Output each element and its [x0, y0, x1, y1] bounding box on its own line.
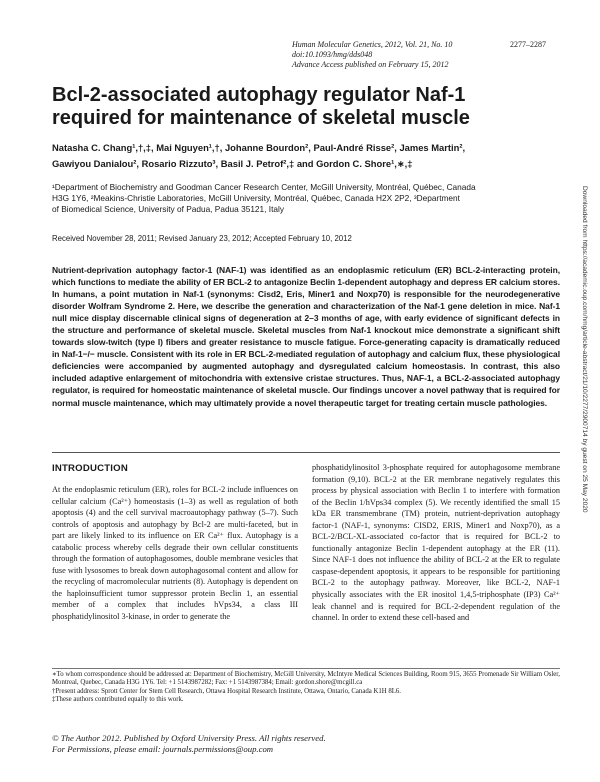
affiliation-line: of Biomedical Science, University of Padua, Padua 35121, Italy [52, 204, 284, 214]
footnote-divider [52, 668, 560, 669]
intro-column-left: At the endoplasmic reticulum (ER), roles for BCL-2 include influences on cellular calcium (Ca²⁺) homeostasis (1–3) as well as regulation of both apoptosis (4) and the cell survival macroautophagy pathway (5–7). Such controls of apoptosis and autophagy by Bcl-2 are multi-faceted, but in part are likely linked to its influence on ER Ca²⁺ flux. Autophagy is a catabolic process whereby cells degrade their own cellular constituents through the formation of autophagosomes, double membrane vesicles that fuse with lysosomes to break down autophagosomal content and allow for the recycling of macromolecular nutrients (8). Autophagy is dependent on the haploinsufficient tumor suppressor protein Beclin 1, an essential member of a complex that includes hVps34, a class III phosphatidylinositol 3-kinase, in order to generate the [52, 485, 298, 622]
download-watermark-text: Downloaded from https://academic.oup.com/hmg/article-abstract/21/10/2277/2900714 by guest on 25 May 2020 [581, 186, 588, 513]
author-line: Natasha C. Chang¹,†,‡, Mai Nguyen¹,†, Johanne Bourdon², Paul-André Risse², James Martin², [52, 142, 466, 153]
permissions-line: For Permissions, please email: journals.permissions@oup.com [52, 744, 274, 754]
present-address-footnote: †Present address: Sprott Center for Stem Cell Research, Ottawa Hospital Research Institute, Ottawa, Ontario, Canada K1H 8L6. [52, 687, 402, 695]
copyright-line: © The Author 2012. Published by Oxford University Press. All rights reserved. [52, 733, 326, 743]
author-line: Gawiyou Danialou², Rosario Rizzuto³, Basil J. Petrof²,‡ and Gordon C. Shore¹,∗,‡ [52, 158, 413, 169]
affiliation-line: ¹Department of Biochemistry and Goodman Cancer Research Center, McGill University, Montréal, Québec, Canada [52, 182, 476, 192]
journal-citation: Human Molecular Genetics, 2012, Vol. 21, No. 10 [292, 40, 453, 49]
affiliations [52, 182, 572, 215]
page-range: 2277–2287 [510, 40, 546, 49]
advance-access: Advance Access published on February 15, 2012 [292, 60, 449, 69]
affiliation-line: H3G 1Y6, ²Meakins-Christie Laboratories, McGill University, Montréal, Québec, Canada H2X 2P2, ³Department [52, 193, 460, 203]
footnotes [52, 671, 560, 705]
article-title: Bcl-2-associated autophagy regulator Naf-1 required for maintenance of skeletal muscle [52, 84, 470, 129]
received-dates: Received November 28, 2011; Revised January 23, 2012; Accepted February 10, 2012 [52, 234, 352, 243]
abstract: Nutrient-deprivation autophagy factor-1 (NAF-1) was identified as an endoplasmic reticulum (ER) BCL-2-interacting protein, which functions to mediate the ability of ER BCL-2 to antagonize Beclin 1-dependent autophagy and depress ER calcium stores. In humans, a point mutation in Naf-1 (synonyms: Cisd2, Eris, Miner1 and Noxp70) is responsible for the neurodegenerative disorder Wolfram Syndrome 2. Here, we describe the generation and characterization of the Naf-1 gene deletion in mice. Naf-1 null mice display discernable clinical signs of degeneration at 2–3 months of age, with early evidence of significant defects in the structure and performance of skeletal muscle. Skeletal muscles from Naf-1 knockout mice demonstrate a significant shift towards slow-twitch (type I) fibers and greater resistance to muscle fatigue. Force-generating capacity is dramatically reduced in Naf-1−/− muscle. Consistent with its role in ER BCL-2-mediated regulation of autophagy and calcium flux, these physiological deficiencies were accompanied by augmented autophagy and dysregulated calcium homeostasis. In contrast, this also included adaptive enlargement of mitochondria with extensive cristae structures. Thus, NAF-1, a BCL-2-associated autophagy regulator, is required for homeostatic maintenance of skeletal muscle. Our findings uncover a novel pathway that is required for normal muscle maintenance, which may ultimately provide a novel therapeutic target for treating certain muscle pathologies. [52, 265, 560, 408]
intro-column-right: phosphatidylinositol 3-phosphate required for autophagosome membrane formation (9,10). BCL-2 at the ER membrane negatively regulates this process by physical association with Beclin 1 to interfere with formation of the Beclin 1/hVps34 complex (5). We recently identified the small 15 kDa ER transmembrane (TM) protein, nutrient-deprivation autophagy factor-1 (NAF-1, synonyms: CISD2, ERIS, Miner1 and Noxp70), as a BCL-2/BCL-XL-associated co-factor that is required for BCL-2 to functionally antagonize Beclin 1-dependent autophagy at the ER (11). Since NAF-1 does not influence the ability of BCL-2 at the ER to regulate caspase-dependent apoptosis, it appears to be responsible for partitioning BCL-2 to the autophagy pathway. Moreover, like BCL-2, NAF-1 physically associates with the ER inositol 1,4,5-triphosphate (IP3) Ca²⁺ leak channel and is required for BCL-2-dependent regulation of the channel. In order to extend these cell-based and [312, 463, 560, 623]
equal-contribution-footnote: ‡These authors contributed equally to this work. [52, 696, 184, 704]
correspondence-footnote: ∗To whom correspondence should be addressed at: Department of Biochemistry, McGill University, McIntyre Medical Sciences Building, Room 915, 3655 Promenade Sir William Osler, Montreal, Quebec, Canada H3G 1Y6. Tel: +1 5143987282; Fax: +1 5143987384; Email: gordon.shore@mcgill.ca [52, 671, 560, 687]
introduction-heading: INTRODUCTION [52, 463, 128, 474]
doi[interactable]: doi:10.1093/hmg/dds048 [292, 50, 373, 59]
section-divider [52, 452, 560, 453]
copyright-notice [52, 733, 560, 755]
download-watermark [580, 186, 589, 692]
author-list [52, 140, 572, 172]
journal-header [292, 40, 546, 70]
